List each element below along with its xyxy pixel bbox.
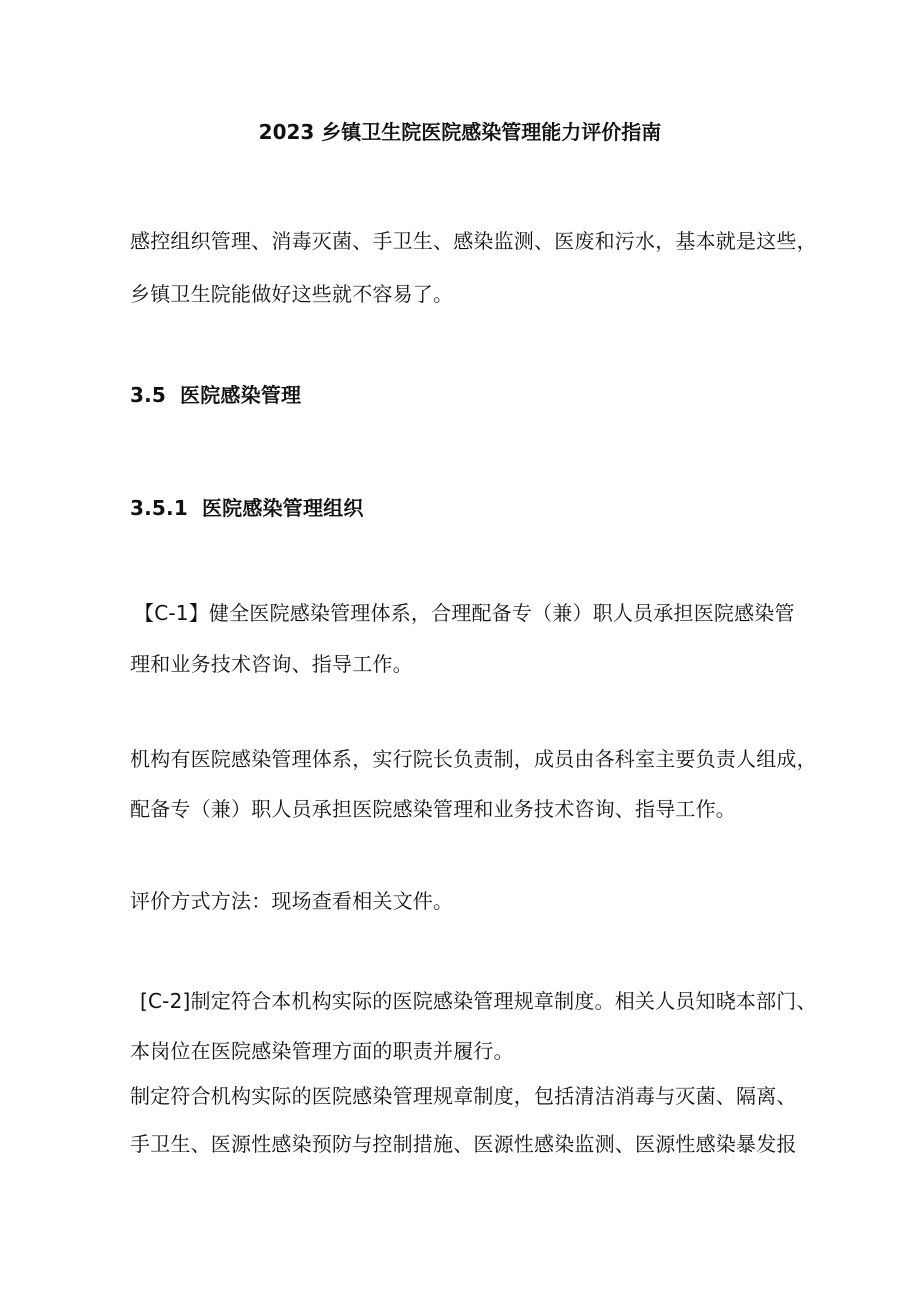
subsection-number: 3.5.1 bbox=[130, 496, 188, 520]
c1-detail-line-2: 配备专（兼）职人员承担医院感染管理和业务技术咨询、指导工作。 bbox=[130, 797, 736, 821]
c2-detail-line-2: 手卫生、医源性感染预防与控制措施、医源性感染监测、医源性感染暴发报 bbox=[130, 1132, 797, 1156]
c1-line-2: 理和业务技术咨询、指导工作。 bbox=[130, 652, 413, 676]
c2-line-1: [C-2]制定符合本机构实际的医院感染管理规章制度。相关人员知晓本部门、 bbox=[140, 989, 817, 1013]
subsection-heading bbox=[130, 494, 364, 522]
c1-line-1: 【C-1】健全医院感染管理体系，合理配备专（兼）职人员承担医院感染管 bbox=[134, 601, 795, 625]
c2-line-2: 本岗位在医院感染管理方面的职责并履行。 bbox=[130, 1039, 514, 1063]
document-title: 2023 乡镇卫生院医院感染管理能力评价指南 bbox=[258, 120, 662, 144]
section-number: 3.5 bbox=[130, 383, 167, 407]
intro-line-2: 乡镇卫生院能做好这些就不容易了。 bbox=[130, 282, 454, 306]
section-title: 医院感染管理 bbox=[180, 383, 302, 407]
subsection-title: 医院感染管理组织 bbox=[201, 496, 364, 520]
c1-detail-line-1: 机构有医院感染管理体系，实行院长负责制，成员由各科室主要负责人组成， bbox=[130, 747, 817, 771]
c1-method: 评价方式方法：现场查看相关文件。 bbox=[130, 889, 454, 913]
intro-line-1: 感控组织管理、消毒灭菌、手卫生、感染监测、医废和污水，基本就是这些， bbox=[130, 229, 817, 253]
c2-detail-line-1: 制定符合机构实际的医院感染管理规章制度，包括清洁消毒与灭菌、隔离、 bbox=[130, 1084, 797, 1108]
section-heading bbox=[130, 381, 301, 409]
